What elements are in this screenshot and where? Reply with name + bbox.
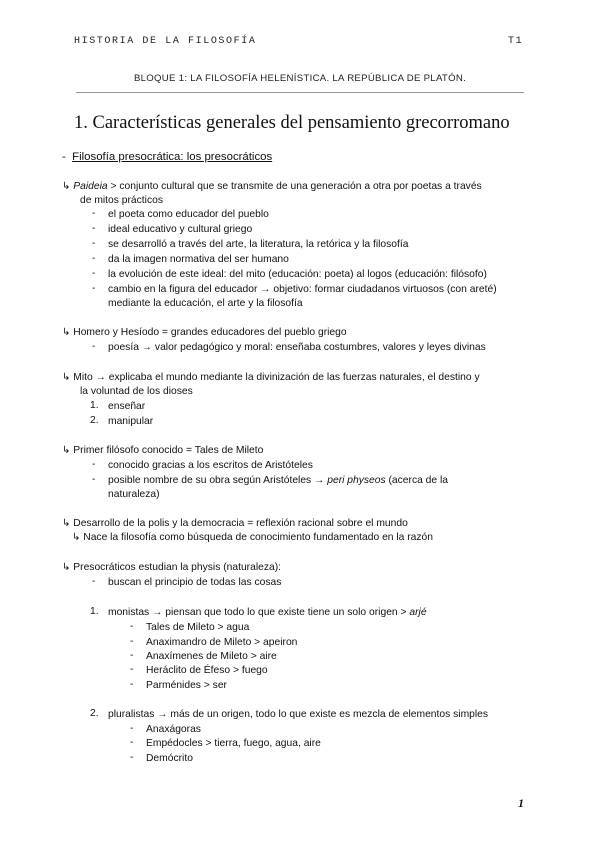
list-dash: -	[130, 621, 134, 632]
work-name-prefix: posible nombre de su obra según Aristóteles →	[108, 475, 328, 486]
work-name-suffix: (acerca de la	[385, 475, 449, 486]
list-number: 1.	[90, 606, 99, 617]
return-arrow-icon: ↳	[72, 532, 81, 543]
list-item: ideal educativo y cultural griego	[108, 224, 253, 235]
return-arrow-icon: ↳	[62, 445, 71, 456]
paideia-line-2: de mitos prácticos	[80, 195, 163, 206]
list-item: buscan el principio de todas las cosas	[108, 577, 282, 588]
list-item: la evolución de este ideal: del mito (educación: poeta) al logos (educación: filósofo)	[108, 269, 487, 280]
return-arrow-icon: ↳	[62, 327, 71, 338]
list-dash: -	[92, 341, 96, 352]
list-item: Demócrito	[146, 753, 193, 764]
list-dash: -	[130, 650, 134, 661]
mito-line-2: la voluntad de los dioses	[80, 386, 193, 397]
term-arje: arjé	[409, 607, 427, 618]
list-item: Anaxágoras	[146, 724, 201, 735]
term-peri-physeos: peri physeos	[327, 475, 386, 486]
list-item: Heráclito de Éfeso > fuego	[146, 665, 268, 676]
monistas-text: monistas → piensan que todo lo que existe tiene un solo origen >	[108, 607, 410, 618]
section-dash: -	[62, 151, 66, 163]
list-dash: -	[92, 223, 96, 234]
list-item: Empédocles > tierra, fuego, agua, aire	[146, 738, 321, 749]
list-number: 2.	[90, 415, 99, 426]
return-arrow-icon: ↳	[62, 518, 71, 529]
return-arrow-icon: ↳	[62, 181, 71, 192]
term-paideia: Paideia	[73, 181, 108, 192]
list-item-continuation: mediante la educación, el arte y la filosofía	[108, 298, 303, 309]
list-item: da la imagen normativa del ser humano	[108, 254, 289, 265]
list-number: 2.	[90, 708, 99, 719]
list-item: conocido gracias a los escritos de Aristóteles	[108, 460, 313, 471]
return-arrow-icon: ↳	[62, 372, 71, 383]
list-item: Anaxímenes de Mileto > aire	[146, 651, 277, 662]
block-subtitle: BLOQUE 1: LA FILOSOFÍA HELENÍSTICA. LA REPÚBLICA DE PLATÓN.	[133, 73, 467, 84]
bullet-presocraticos	[62, 561, 281, 575]
bullet-polis	[62, 517, 408, 531]
bullet-paideia	[62, 180, 482, 194]
return-arrow-icon: ↳	[62, 562, 71, 573]
monistas-line	[108, 606, 427, 620]
list-dash: -	[130, 737, 134, 748]
list-number: 1.	[90, 400, 99, 411]
list-dash: -	[130, 679, 134, 690]
section-heading	[62, 151, 272, 163]
presocraticos-line: Presocráticos estudian la physis (naturaleza):	[73, 562, 282, 573]
tales-line: Primer filósofo conocido = Tales de Mileto	[73, 445, 264, 456]
list-item: el poeta como educador del pueblo	[108, 209, 269, 220]
list-dash: -	[92, 459, 96, 470]
running-header-topic: T1	[508, 36, 524, 47]
section-label: Filosofía presocrática: los presocráticos	[72, 151, 273, 163]
bullet-mito	[62, 371, 480, 385]
mito-line-1: Mito → explicaba el mundo mediante la divinización de las fuerzas naturales, el destino y	[73, 372, 480, 383]
polis-line: Desarrollo de la polis y la democracia = reflexión racional sobre el mundo	[73, 518, 408, 529]
list-item: se desarrolló a través del arte, la literatura, la retórica y la filosofía	[108, 239, 409, 250]
list-item: cambio en la figura del educador → objetivo: formar ciudadanos virtuosos (con areté)	[108, 284, 497, 295]
list-item: Tales de Mileto > agua	[146, 622, 250, 633]
list-dash: -	[130, 664, 134, 675]
list-item	[108, 474, 448, 488]
list-dash: -	[92, 474, 96, 485]
pluralistas-line: pluralistas → más de un origen, todo lo que existe es mezcla de elementos simples	[108, 709, 489, 720]
list-dash: -	[130, 636, 134, 647]
list-item: poesía → valor pedagógico y moral: enseñaba costumbres, valores y leyes divinas	[108, 342, 486, 353]
header-divider	[76, 92, 524, 93]
list-item: enseñar	[108, 401, 146, 412]
list-dash: -	[92, 576, 96, 587]
bullet-tales	[62, 444, 263, 458]
filosofia-line: Nace la filosofía como búsqueda de conocimiento fundamentado en la razón	[83, 532, 434, 543]
list-dash: -	[92, 208, 96, 219]
paideia-line-1: > conjunto cultural que se transmite de una generación a otra por poetas a través	[107, 181, 482, 192]
bullet-homero	[62, 326, 347, 340]
list-item: manipular	[108, 416, 154, 427]
list-item: Parménides > ser	[146, 680, 227, 691]
running-header-subject: HISTORIA DE LA FILOSOFÍA	[74, 36, 257, 47]
list-item: Anaximandro de Mileto > apeiron	[146, 637, 298, 648]
list-dash: -	[92, 283, 96, 294]
page-number: 1	[518, 796, 524, 810]
list-dash: -	[130, 723, 134, 734]
homero-line: Homero y Hesíodo = grandes educadores del pueblo griego	[73, 327, 347, 338]
list-dash: -	[92, 253, 96, 264]
sub-bullet-filosofia	[72, 531, 433, 545]
page-title: 1. Características generales del pensamiento grecorromano	[74, 113, 510, 133]
list-dash: -	[92, 238, 96, 249]
list-dash: -	[92, 268, 96, 279]
list-item-continuation: naturaleza)	[108, 489, 160, 500]
list-dash: -	[130, 752, 134, 763]
